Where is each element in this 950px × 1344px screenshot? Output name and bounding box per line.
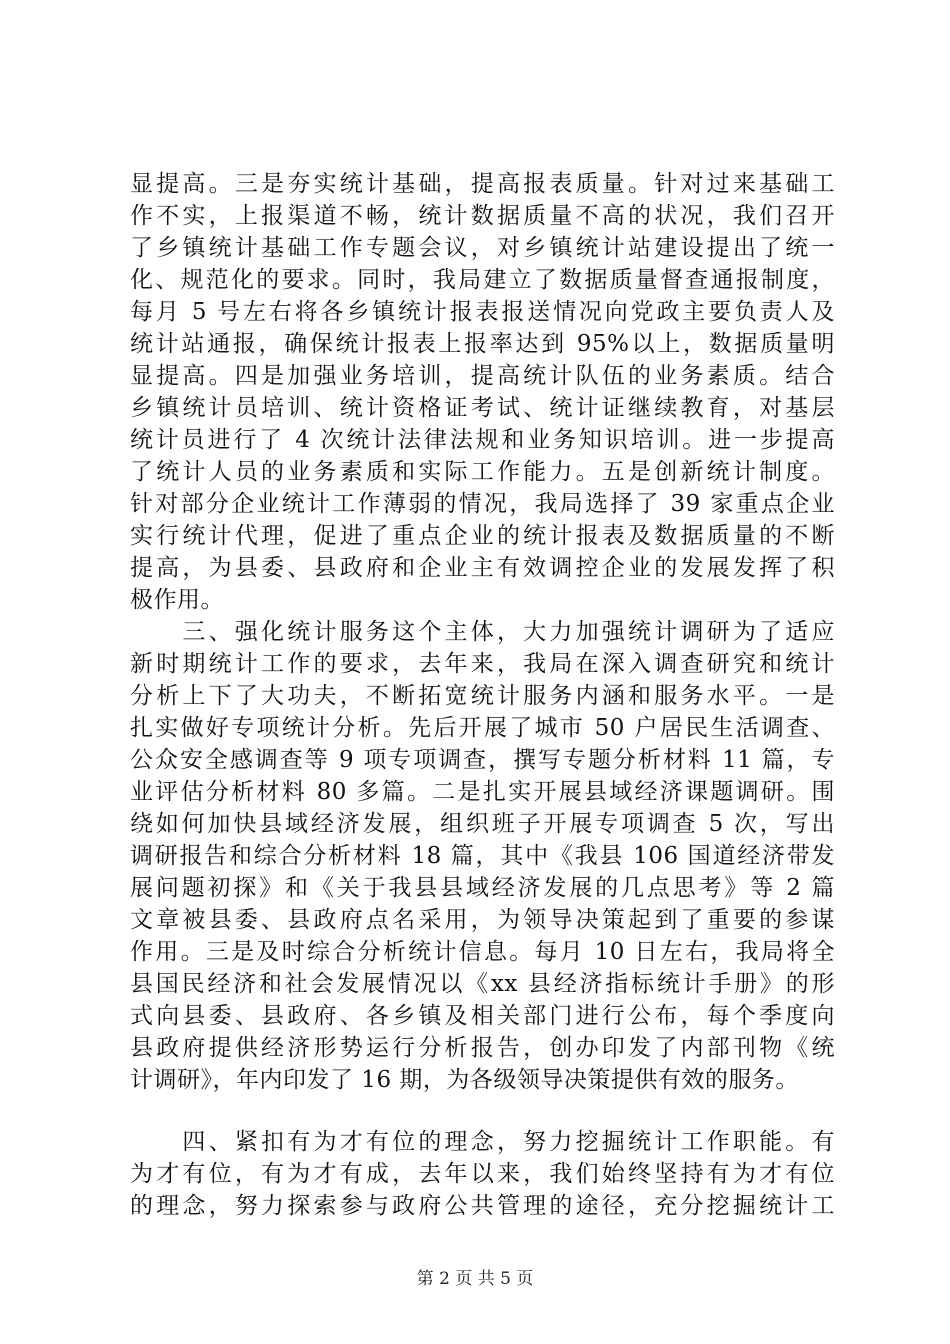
text-line: 极作用。: [130, 587, 224, 613]
text-line: 统计站通报，确保统计报表上报率达到 95%以上，数据质量明: [130, 331, 835, 357]
page-footer: [0, 1268, 950, 1290]
paragraph-spacer: [130, 1096, 835, 1126]
text-line: 新时期统计工作的要求，去年来，我局在深入调查研究和统计: [130, 651, 835, 677]
text-line: 绕如何加快县域经济发展，组织班子开展专项调查 5 次，写出: [130, 811, 835, 837]
text-line: 作用。三是及时综合分析统计信息。每月 10 日左右，我局将全: [130, 939, 835, 965]
text-line: 分析上下了大功夫，不断拓宽统计服务内涵和服务水平。一是: [130, 683, 835, 709]
text-line: 为才有位，有为才有成，去年以来，我们始终坚持有为才有位: [130, 1161, 835, 1187]
text-line: 显提高。四是加强业务培训，提高统计队伍的业务素质。结合: [130, 363, 835, 389]
paragraph-1: [130, 168, 835, 616]
text-line: 业评估分析材料 80 多篇。二是扎实开展县域经济课题调研。围: [130, 779, 835, 805]
text-line: 显提高。三是夯实统计基础，提高报表质量。针对过来基础工: [130, 171, 835, 197]
text-line: 县国民经济和社会发展情况以《xx 县经济指标统计手册》的形: [130, 971, 835, 997]
text-line: 扎实做好专项统计分析。先后开展了城市 50 户居民生活调查、: [130, 715, 835, 741]
text-line: 乡镇统计员培训、统计资格证考试、统计证继续教育，对基层: [130, 395, 835, 421]
paragraph-2: [130, 616, 835, 1096]
text-line: 每月 5 号左右将各乡镇统计报表报送情况向党政主要负责人及: [130, 299, 835, 325]
text-line: 式向县委、县政府、各乡镇及相关部门进行公布，每个季度向: [130, 1003, 835, 1029]
text-line: 化、规范化的要求。同时，我局建立了数据质量督查通报制度，: [130, 267, 835, 293]
text-line: 展问题初探》和《关于我县县域经济发展的几点思考》等 2 篇: [130, 875, 835, 901]
text-line: 了乡镇统计基础工作专题会议，对乡镇统计站建设提出了统一: [130, 235, 835, 261]
text-line: 四、紧扣有为才有位的理念，努力挖掘统计工作职能。有: [130, 1129, 835, 1155]
body-text: [130, 168, 835, 1222]
text-line: 公众安全感调查等 9 项专项调查，撰写专题分析材料 11 篇，专: [130, 747, 835, 773]
text-line: 计调研》，年内印发了 16 期，为各级领导决策提供有效的服务。: [130, 1067, 799, 1093]
text-line: 统计员进行了 4 次统计法律法规和业务知识培训。进一步提高: [130, 427, 835, 453]
text-line: 三、强化统计服务这个主体，大力加强统计调研为了适应: [130, 619, 835, 645]
paragraph-3: [130, 1126, 835, 1222]
text-line: 提高，为县委、县政府和企业主有效调控企业的发展发挥了积: [130, 555, 835, 581]
text-line: 实行统计代理，促进了重点企业的统计报表及数据质量的不断: [130, 523, 835, 549]
text-line: 的理念，努力探索参与政府公共管理的途径，充分挖掘统计工: [130, 1193, 835, 1219]
text-line: 作不实，上报渠道不畅，统计数据质量不高的状况，我们召开: [130, 203, 835, 229]
text-line: 县政府提供经济形势运行分析报告，创办印发了内部刊物《统: [130, 1035, 835, 1061]
text-line: 了统计人员的业务素质和实际工作能力。五是创新统计制度。: [130, 459, 835, 485]
page-number: 第 2 页 共 5 页: [416, 1269, 534, 1289]
text-line: 针对部分企业统计工作薄弱的情况，我局选择了 39 家重点企业: [130, 491, 835, 517]
text-line: 文章被县委、县政府点名采用，为领导决策起到了重要的参谋: [130, 907, 835, 933]
text-line: 调研报告和综合分析材料 18 篇，其中《我县 106 国道经济带发: [130, 843, 835, 869]
